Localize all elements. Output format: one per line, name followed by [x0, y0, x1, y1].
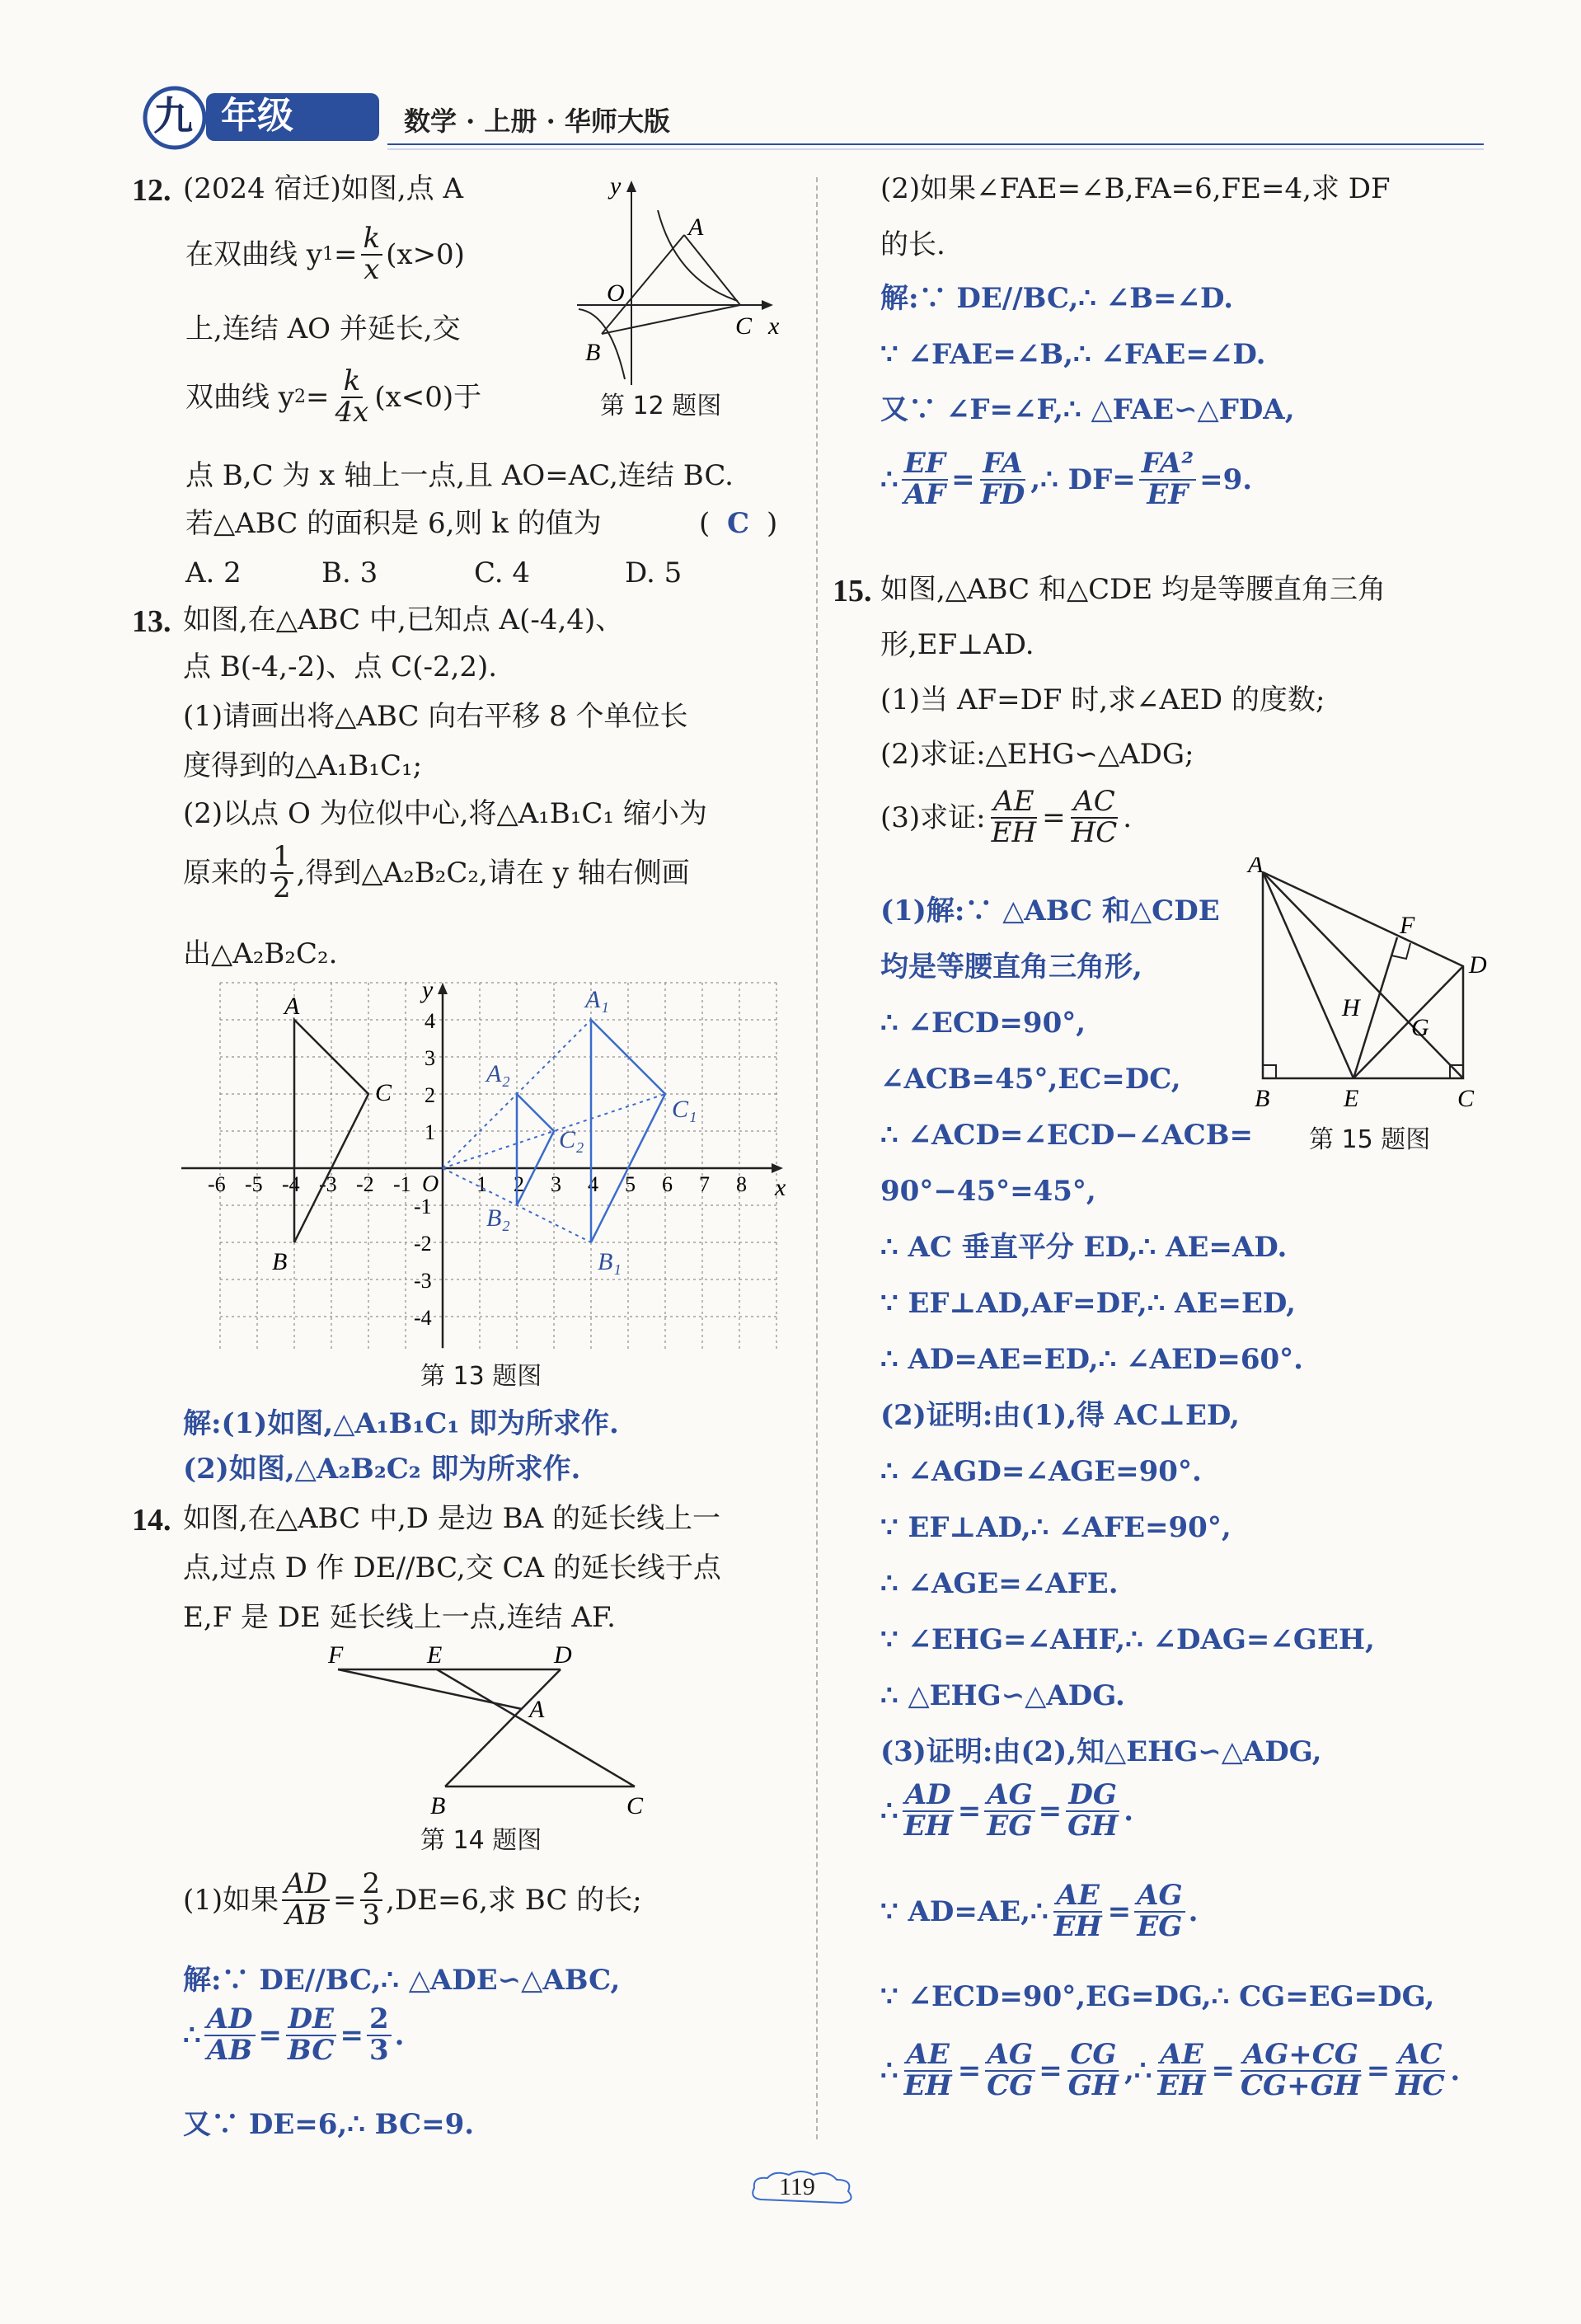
q12-frac2-num: k [341, 367, 364, 398]
q12-line6: 若△ABC 的面积是 6,则 k 的值为 [185, 507, 602, 540]
q15-sol-9: ∴ AD=AE=ED,∴ ∠AED=60°. [880, 1343, 1304, 1376]
q15-r2-frac2-num: AG [1134, 1881, 1185, 1913]
q14-t4a: ∴ [880, 462, 898, 496]
q13-line7: 出△A₂B₂C₂. [183, 937, 338, 970]
page-number-badge [746, 2168, 861, 2209]
q13-xtick: -2 [356, 1172, 374, 1196]
q12-l4b: (x<0)于 [374, 380, 482, 414]
q14-t4-frac3 [1139, 449, 1196, 509]
q14-t4-frac1 [902, 449, 949, 509]
q13-label-x: x [775, 1174, 786, 1201]
q14-s2-frac3-num: 2 [367, 2005, 392, 2036]
q15-sol-5: ∴ ∠ACD=∠ECD−∠ACB= [880, 1119, 1253, 1152]
q15-r4a: ∴ [880, 2054, 898, 2087]
q14-p1-frac2 [360, 1867, 383, 1932]
q13-xtick: 1 [476, 1172, 487, 1196]
q15-r1-frac3 [1065, 1778, 1120, 1843]
q15-r1-frac1-den: EH [903, 1809, 952, 1843]
q14-sol1-line1: 解:∵ DE//BC,∴ △ADE∽△ABC, [183, 1964, 621, 1997]
q15-r4eq1: = [957, 2054, 982, 2087]
column-divider [816, 177, 818, 2139]
q12-segment-ac [684, 235, 740, 305]
q14-label-a: A [529, 1696, 545, 1723]
q14-segment-db [445, 1669, 561, 1786]
q14-t4eq1: = [951, 462, 975, 496]
q15-sol-1: (1)解:∵ △ABC 和△CDE [880, 894, 1220, 927]
q15-r1eq1: = [957, 1794, 982, 1828]
q15-r1-frac3-num: DG [1066, 1781, 1119, 1812]
q12-label-x: x [768, 312, 780, 340]
q12-frac2 [333, 364, 372, 429]
q12-option-b: B. 3 [321, 556, 378, 589]
q14-t4-frac3-den: EF [1147, 477, 1189, 511]
q12-l2a: 在双曲线 y [185, 237, 323, 271]
q15-r4-frac1-num: AE [904, 2040, 952, 2072]
q12-line3: 上,连结 AO 并延长,交 [185, 312, 461, 345]
q13-label-c2: C₂ [559, 1126, 584, 1153]
q14-t4mid: ,∴ DF= [1030, 462, 1136, 496]
q13-l6b: ,得到△A₂B₂C₂,请在 y 轴右侧画 [296, 856, 690, 890]
q15-r4-frac4-num: AE [1157, 2040, 1205, 2072]
q13-label-b1: B₁ [598, 1248, 622, 1275]
q13-xtick: -1 [393, 1172, 411, 1196]
q12-answer: C [727, 507, 750, 540]
q15-ratio-line1 [880, 1778, 1134, 1843]
q15-r1a: ∴ [880, 1794, 898, 1828]
q12-line2 [185, 224, 465, 284]
q15-r4-frac3-den: GH [1067, 2068, 1119, 2102]
q14-label-f: F [328, 1645, 344, 1669]
q13-label-c1: C₁ [672, 1096, 697, 1123]
q13-ytick: -4 [414, 1306, 432, 1330]
q14-label-b: B [430, 1792, 446, 1818]
q15-r4-frac2 [984, 2040, 1035, 2101]
q13-line3: (1)请画出将△ABC 向右平移 8 个单位长 [183, 700, 688, 733]
q15-right-angle-b [1263, 1065, 1276, 1078]
q15-r4-frac5-den: CG+GH [1240, 2068, 1361, 2102]
q15-r4-frac5 [1238, 2040, 1363, 2101]
q14-s2-frac2-den: BC [288, 2033, 335, 2067]
q15-r4-frac2-num: AG [985, 2040, 1035, 2072]
q15-l5-frac1-den: EH [991, 815, 1037, 849]
q15-line1: 如图,△ABC 和△CDE 均是等腰直角三角 [880, 573, 1386, 606]
q15-r1-frac2 [984, 1778, 1034, 1843]
q14-t4-frac1-den: AF [903, 477, 946, 511]
q15-l5end: . [1123, 800, 1133, 834]
q15-label-b: B [1255, 1085, 1270, 1112]
q14-number: 14. [132, 1503, 171, 1538]
q15-label-h: H [1342, 994, 1360, 1021]
q12-label-y: y [610, 172, 622, 200]
q13-label-c: C [375, 1079, 392, 1106]
q13-ytick: 3 [425, 1046, 435, 1070]
q15-label-g: G [1411, 1014, 1429, 1041]
q15-r4-frac1 [902, 2040, 955, 2101]
q13-label-a: A [284, 993, 300, 1020]
q15-sol-7: ∴ AC 垂直平分 ED,∴ AE=AD. [880, 1231, 1288, 1264]
q15-r2-frac1-num: AE [1053, 1881, 1101, 1913]
q15-sol-2: 均是等腰直角三角形, [880, 951, 1142, 984]
q13-half-frac [270, 840, 293, 904]
q15-r4-frac6-den: HC [1396, 2068, 1445, 2102]
q12-option-d: D. 5 [625, 556, 683, 589]
q14-sol2-line3: 又∵ ∠F=∠F,∴ △FAE∽△FDA, [880, 393, 1295, 426]
q13-xtick: 3 [551, 1172, 561, 1196]
q13-caption: 第 13 题图 [420, 1362, 542, 1391]
q15-r2end: . [1188, 1894, 1199, 1928]
q15-sol-10: (2)证明:由(1),得 AC⊥ED, [880, 1399, 1240, 1432]
q12-label-c: C [735, 312, 753, 340]
q15-r4end: . [1450, 2054, 1461, 2087]
q12-frac2-den: 4x [335, 395, 369, 429]
q12-l4eq: = [306, 380, 330, 414]
q15-r1end: . [1124, 1794, 1134, 1828]
q13-xtick: 7 [699, 1172, 710, 1196]
q14-s2-frac2-num: DE [286, 2005, 336, 2036]
q15-l5a: (3)求证: [880, 800, 986, 834]
q14-p1-frac1 [282, 1867, 330, 1932]
q15-line2: 形,EF⊥AD. [880, 628, 1034, 661]
q12-line5: 点 B,C 为 x 轴上一点,且 AO=AC,连结 BC. [185, 459, 734, 492]
q13-half-den: 2 [273, 871, 291, 904]
q14-label-c: C [626, 1792, 644, 1818]
q14-figure [321, 1645, 668, 1818]
q14-part2-line1: (2)如果∠FAE=∠B,FA=6,FE=4,求 DF [880, 172, 1391, 205]
q14-p1-frac1-num: AD [282, 1870, 330, 1901]
q15-label-f: F [1400, 912, 1415, 939]
q13-xtick: 8 [736, 1172, 747, 1196]
q15-sol-13: ∴ ∠AGE=∠AFE. [880, 1567, 1119, 1600]
q14-line3: E,F 是 DE 延长线上一点,连结 AF. [183, 1601, 616, 1634]
q15-label-c: C [1457, 1085, 1475, 1112]
page-number: 119 [779, 2173, 815, 2200]
q15-r4-frac5-num: AG+CG [1241, 2040, 1361, 2072]
q14-segment-ec [437, 1669, 635, 1786]
q14-sol2-line2: ∵ ∠FAE=∠B,∴ ∠FAE=∠D. [880, 338, 1266, 371]
q13-xtick: -6 [208, 1172, 226, 1196]
q12-line1: (2024 宿迁)如图,点 A [183, 172, 464, 205]
q15-r4-frac3 [1066, 2040, 1121, 2101]
q13-xtick: 2 [514, 1172, 524, 1196]
q15-r4-frac3-num: CG [1067, 2040, 1119, 2072]
q15-sol-15: ∴ △EHG∽△ADG. [880, 1679, 1125, 1712]
q14-p1-frac1-den: AB [285, 1898, 326, 1932]
q14-s2-frac1-num: AD [204, 2005, 256, 2036]
q15-line4: (2)求证:△EHG∽△ADG; [880, 738, 1194, 771]
q14-label-e: E [427, 1645, 443, 1669]
q14-sol2-line4 [880, 449, 1252, 509]
q14-label-d: D [554, 1645, 572, 1669]
q15-label-e: E [1344, 1085, 1359, 1112]
q14-caption: 第 14 题图 [420, 1826, 542, 1855]
q15-r4-frac4-den: EH [1157, 2068, 1206, 2102]
q15-r2-frac2 [1134, 1881, 1185, 1941]
q13-ytick: -3 [414, 1269, 432, 1293]
q15-r2a: ∵ AD=AE,∴ [880, 1894, 1049, 1928]
q14-line2: 点,过点 D 作 DE//BC,交 CA 的延长线于点 [183, 1552, 721, 1585]
q14-p1a: (1)如果 [183, 1883, 279, 1917]
q15-caption: 第 15 题图 [1309, 1125, 1431, 1154]
q12-x-arrow [762, 300, 773, 310]
q15-sol-11: ∴ ∠AGD=∠AGE=90°. [880, 1455, 1202, 1488]
q12-l4sub: 2 [294, 386, 307, 407]
q12-paren-left: ( [699, 507, 711, 540]
q13-label-o: O [422, 1171, 439, 1197]
q15-number: 15. [833, 574, 872, 608]
q15-r4-frac1-den: EH [903, 2068, 952, 2102]
q14-segment-fa [338, 1669, 522, 1709]
q14-s2eq2: = [340, 2018, 364, 2052]
q15-r4-frac6 [1393, 2040, 1447, 2101]
q13-solution-2: (2)如图,△A₂B₂C₂ 即为所求作. [183, 1453, 581, 1486]
q15-r2-frac1-den: EH [1053, 1909, 1102, 1943]
q15-r1-frac2-num: AG [984, 1781, 1034, 1812]
q13-ytick: 4 [425, 1009, 435, 1033]
q13-xtick: 6 [662, 1172, 673, 1196]
q15-ratio-line3 [880, 2040, 1460, 2101]
q15-l5-frac2-den: HC [1071, 815, 1118, 849]
q13-label-b2: B₂ [486, 1204, 510, 1232]
q15-l5-frac1 [989, 787, 1039, 847]
q12-l4a: 双曲线 y [185, 380, 295, 414]
q14-s2-frac3-den: 3 [368, 2033, 389, 2067]
q13-line4: 度得到的△A₁B₁C₁; [183, 749, 423, 782]
grade-rest: 年级 [221, 95, 293, 137]
q14-t4-frac2 [978, 449, 1028, 509]
q15-label-a: A [1248, 857, 1264, 878]
q12-figure [561, 169, 800, 392]
q14-p1eq: = [333, 1883, 357, 1917]
q13-grid-figure [165, 973, 808, 1352]
q13-line6 [183, 840, 690, 904]
q14-t4-frac2-den: FD [980, 477, 1025, 511]
q14-s2-frac2 [285, 2002, 336, 2067]
q12-label-o: O [607, 279, 625, 307]
q15-r4eq4: = [1366, 2054, 1391, 2087]
q13-label-b: B [272, 1248, 288, 1275]
q12-l2eq: = [334, 237, 358, 271]
q13-xtick: 5 [625, 1172, 636, 1196]
q14-sol2-line1: 解:∵ DE//BC,∴ ∠B=∠D. [880, 282, 1234, 315]
q12-option-a: A. 2 [185, 556, 242, 589]
q15-r4eq3: = [1211, 2054, 1235, 2087]
q14-s2end: . [394, 2018, 405, 2052]
q13-solution-1: 解:(1)如图,△A₁B₁C₁ 即为所求作. [183, 1407, 619, 1440]
q12-y-arrow [626, 181, 636, 192]
q14-s2-frac1-den: AB [207, 2033, 253, 2067]
q15-sol-12: ∵ EF⊥AD,∴ ∠AFE=90°, [880, 1511, 1231, 1544]
q13-xtick: 4 [588, 1172, 598, 1196]
q13-label-a2: A₂ [486, 1060, 510, 1087]
q15-figure [1236, 857, 1500, 1113]
q13-label-a1: A₁ [585, 986, 609, 1013]
q15-r1eq2: = [1038, 1794, 1063, 1828]
q14-p1b: ,DE=6,求 BC 的长; [386, 1883, 642, 1917]
q15-sol-16: (3)证明:由(2),知△EHG∽△ADG, [880, 1735, 1322, 1768]
q15-r4-frac6-num: AC [1396, 2040, 1444, 2072]
q12-l2sub: 1 [322, 243, 335, 265]
q12-l2b: (x>0) [386, 237, 465, 271]
q14-s2-frac3 [367, 2002, 392, 2067]
q14-s2a: ∴ [183, 2018, 201, 2052]
q15-r1-frac1 [902, 1778, 955, 1843]
page-header [124, 78, 1484, 153]
q15-l5eq: = [1042, 800, 1066, 834]
q12-line4 [185, 364, 482, 429]
q13-x-arrow [772, 1163, 783, 1173]
q15-sol-8: ∵ EF⊥AD,AF=DF,∴ AE=ED, [880, 1287, 1296, 1320]
q15-sol-14: ∵ ∠EHG=∠AHF,∴ ∠DAG=∠GEH, [880, 1623, 1375, 1656]
q14-p1-frac2-den: 3 [362, 1898, 381, 1932]
q12-frac1-num: k [361, 224, 383, 256]
q14-sol1-line2 [183, 2002, 405, 2067]
header-subtitle: 数学 · 上册 · 华师大版 [404, 106, 670, 137]
q15-r4-frac2-den: CG [987, 2068, 1034, 2102]
q15-line5 [880, 787, 1132, 847]
q13-y-arrow [438, 983, 448, 994]
q15-sol-17: ∵ ∠ECD=90°,EG=DG,∴ CG=EG=DG, [880, 1980, 1435, 2013]
q14-s2eq1: = [258, 2018, 283, 2052]
q12-label-b: B [585, 339, 601, 366]
q13-l6a: 原来的 [183, 856, 267, 890]
q13-ytick: 1 [425, 1120, 435, 1144]
q15-segment-ae [1263, 872, 1353, 1078]
q13-line1: 如图,在△ABC 中,已知点 A(-4,4)、 [183, 603, 624, 636]
q15-sol-3: ∴ ∠ECD=90°, [880, 1007, 1086, 1040]
q12-paren-right: ) [767, 507, 778, 540]
q12-option-c: C. 4 [474, 556, 531, 589]
q15-sol-6: 90°−45°=45°, [880, 1175, 1096, 1208]
q14-sol1-line3: 又∵ DE=6,∴ BC=9. [183, 2108, 475, 2141]
q15-r1-frac2-den: EG [987, 1809, 1033, 1843]
q12-frac1-den: x [364, 252, 380, 286]
q14-t4-frac3-num: FA² [1139, 449, 1196, 481]
q15-r2-frac2-den: EG [1137, 1909, 1183, 1943]
q14-part2-line2: 的长. [880, 228, 945, 261]
header-decoration [124, 78, 1484, 153]
q14-t4end: =9. [1199, 462, 1253, 496]
q13-half-num: 1 [270, 843, 293, 874]
q15-ratio-line2 [880, 1881, 1198, 1941]
q13-ytick: 2 [425, 1083, 435, 1107]
q15-l5-frac2-num: AC [1071, 787, 1118, 819]
q15-r4eq2: = [1039, 2054, 1063, 2087]
q12-number: 12. [132, 173, 171, 208]
q12-caption: 第 12 题图 [600, 392, 722, 420]
q15-label-d: D [1469, 951, 1487, 979]
q13-line5: (2)以点 O 为位似中心,将△A₁B₁C₁ 缩小为 [183, 797, 707, 830]
q14-p1-frac2-num: 2 [360, 1870, 383, 1901]
q15-r2eq: = [1107, 1894, 1132, 1928]
q15-l5-frac2 [1069, 787, 1120, 847]
grade-char: 九 [153, 93, 194, 139]
q15-r4mid: ,∴ [1124, 2054, 1152, 2087]
q15-r4-frac4 [1155, 2040, 1208, 2101]
q14-line1: 如图,在△ABC 中,D 是边 BA 的延长线上一 [183, 1502, 720, 1535]
q13-label-y: y [422, 976, 434, 1003]
q15-sol-4: ∠ACB=45°,EC=DC, [880, 1063, 1181, 1096]
q13-ytick: -1 [414, 1195, 432, 1218]
q15-l5-frac1-num: AE [991, 787, 1036, 819]
q13-xtick: -4 [282, 1172, 300, 1196]
q14-part1 [183, 1867, 642, 1932]
q14-s2-frac1 [204, 2002, 256, 2067]
q14-t4-frac1-num: EF [902, 449, 948, 481]
q13-number: 13. [132, 604, 171, 639]
q13-xtick: -5 [245, 1172, 263, 1196]
q15-r1-frac1-num: AD [903, 1781, 954, 1812]
q12-label-a: A [688, 214, 704, 241]
q13-xtick: -3 [319, 1172, 337, 1196]
q13-ytick: -2 [414, 1232, 432, 1256]
q12-frac1 [361, 224, 383, 284]
q14-t4-frac2-num: FA [980, 449, 1025, 481]
q15-r2-frac1 [1052, 1881, 1105, 1941]
q15-line3: (1)当 AF=DF 时,求∠AED 的度数; [880, 683, 1325, 716]
q15-r1-frac3-den: GH [1067, 1809, 1119, 1843]
q13-line2: 点 B(-4,-2)、点 C(-2,2). [183, 650, 498, 683]
